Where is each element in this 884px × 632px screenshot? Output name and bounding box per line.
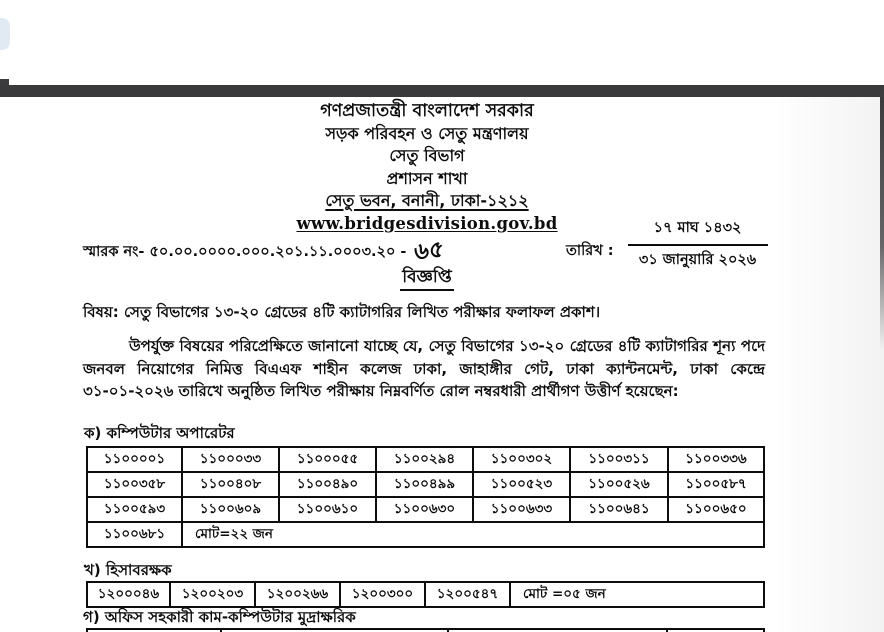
total-cell: মোট =০৫ জন (510, 582, 764, 607)
subject-line: বিষয়: সেতু বিভাগের ১৩-২০ গ্রেডের ৪টি ক্যাটাগরির লিখিত পরীক্ষার ফলাফল প্রকাশ। (83, 303, 601, 321)
roll-cell: ১১০০৬৫০ (668, 497, 764, 522)
roll-cell: ১১০০৩৫৮ (87, 472, 182, 497)
roll-cell: ১১০০৬৩০ (376, 497, 473, 522)
table-row (87, 582, 764, 607)
roll-cell: ১১০০০৫৫ (279, 447, 376, 472)
accountant-roll-table (86, 581, 765, 608)
roll-cell: ১১০০৪৯০ (279, 472, 376, 497)
letterhead (0, 100, 854, 235)
roll-cell: ১১০০৫৯৩ (87, 497, 182, 522)
scan-smudge-artifact (0, 18, 10, 50)
roll-cell: ১১০০৬৪১ (570, 497, 668, 522)
date-gregorian-calendar: ৩১ জানুয়ারি ২০২৬ (638, 252, 757, 268)
roll-cell: ১১০০৫৮৭ (668, 472, 764, 497)
scan-right-edge-strip (880, 85, 884, 350)
roll-cell: ১১০০৩১১ (570, 447, 668, 472)
roll-cell: ১১০০৪৯৯ (376, 472, 473, 497)
roll-cell: ১২০০২০৩ (170, 582, 255, 607)
section-b-heading: খ) হিসাবরক্ষক (84, 561, 172, 579)
scan-divider-bar (0, 85, 884, 97)
date-bangla-calendar: ১৭ মাঘ ১৪৩২ (628, 217, 768, 246)
computer-operator-roll-table (86, 446, 765, 548)
roll-cell: ১২০০০৪৬ (87, 582, 170, 607)
notice-title-row (0, 264, 854, 292)
roll-cell: ১১০০৫২৬ (570, 472, 668, 497)
memo-number: স্মারক নং- ৫০.০০.০০০০.০০০.২০১.১১.০০০৩.২০ - (83, 244, 407, 260)
office-assistant-table-cutoff (86, 628, 765, 632)
roll-cell: ১১০০৪০৮ (182, 472, 279, 497)
roll-cell: ১১০০০০১ (87, 447, 182, 472)
roll-cell: ১২০০২৬৬ (255, 582, 340, 607)
roll-cell: ১২০০৫৪৭ (425, 582, 510, 607)
roll-cell: ১১০০৬৩৩ (473, 497, 570, 522)
government-name: গণপ্রজাতন্ত্রী বাংলাদেশ সরকার (320, 101, 534, 121)
roll-cell: ১২০০৩০০ (340, 582, 425, 607)
roll-cell: ১১০০৫২৩ (473, 472, 570, 497)
date-label: তারিখ : (566, 243, 614, 259)
branch-name: প্রশাসন শাখা (386, 168, 468, 188)
ministry-name: সড়ক পরিবহন ও সেতু মন্ত্রণালয় (325, 123, 529, 143)
division-name: সেতু বিভাগ (389, 146, 465, 165)
roll-cell: ১১০০০৩৩ (182, 447, 279, 472)
website-text: www.bridgesdivision.gov.bd (296, 213, 558, 233)
roll-cell: ১১০০৩৩৬ (668, 447, 764, 472)
roll-cell: ১১০০২৯৪ (376, 447, 473, 472)
section-a-heading: ক) কম্পিউটার অপারেটর (84, 424, 235, 442)
table-row (87, 497, 764, 522)
table-row (87, 522, 764, 547)
roll-cell: ১১০০৬৮১ (87, 522, 182, 547)
table-row (87, 447, 764, 472)
roll-cell: ১১০০৬০৯ (182, 497, 279, 522)
table-row (87, 472, 764, 497)
roll-cell: ১১০০৩০২ (473, 447, 570, 472)
roll-cell: ১১০০৬১০ (279, 497, 376, 522)
notice-title: বিজ্ঞপ্তি (400, 267, 453, 291)
body-paragraph: উপর্যুক্ত বিষয়ের পরিপ্রেক্ষিতে জানানো যাচ্ছে যে, সেতু বিভাগের ১৩-২০ গ্রেডের ৪টি ক্যাটাগরির শূন্য পদে জনবল নিয়োগের নিমিত্ত বিএএফ শাহীন কলেজ ঢাকা, জাহাঙ্গীর গেট, ঢাকা ক্যান্টনমেন্ট, ঢাকা কেন্দ্রে ৩১-০১-২০২৬ তারিখে অনুষ্ঠিত লিখিত পরীক্ষায় নিম্নবর্ণিত রোল নম্বরধারী প্রার্থীগণ উত্তীর্ণ হয়েছেন: (83, 337, 765, 400)
office-address: সেতু ভবন, বনানী, ঢাকা-১২১২ (325, 191, 529, 210)
handwritten-memo-serial: ৬৫ (414, 236, 445, 266)
section-c-heading: গ) অফিস সহকারী কাম-কম্পিউটার মুদ্রাক্ষরিক (83, 608, 356, 626)
total-cell: মোট=২২ জন (182, 522, 764, 547)
